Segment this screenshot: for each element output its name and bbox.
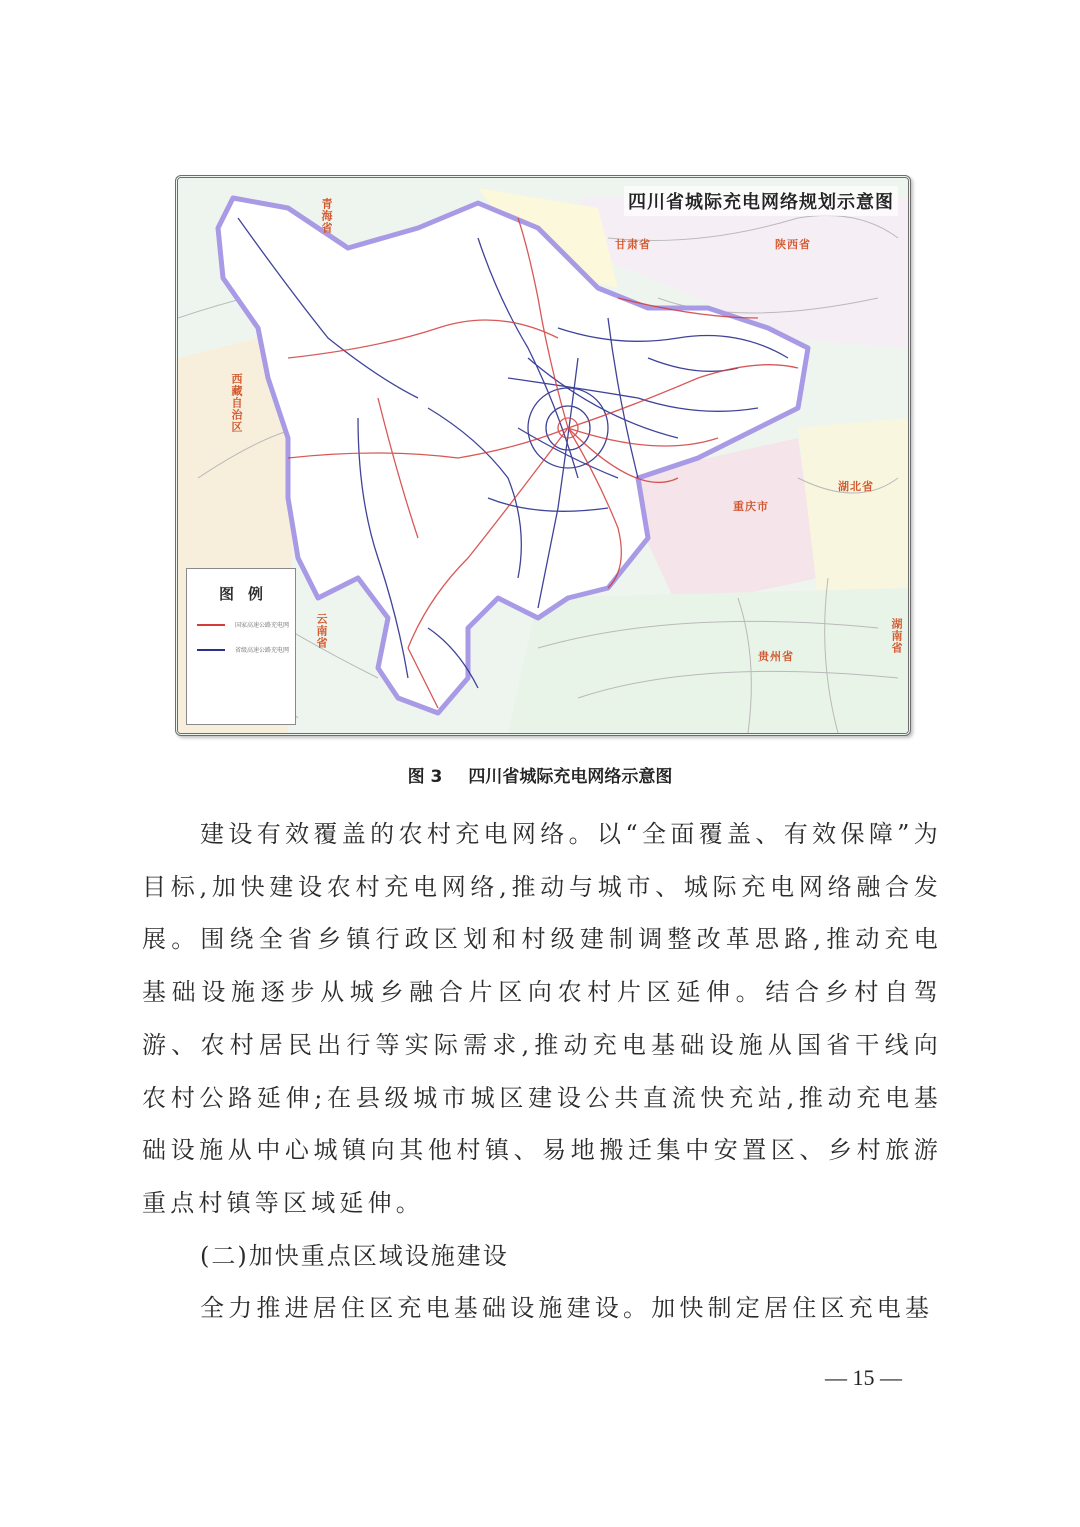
legend-label: 国家高速公路充电网 (235, 622, 290, 629)
legend-title: 图例 (218, 585, 277, 603)
body-text (142, 808, 942, 1335)
figure-number: 图 3 (407, 767, 443, 787)
legend-item-provincial (187, 645, 295, 654)
map-title: 四川省城际充电网络规划示意图 (624, 186, 898, 216)
sichuan-charging-network-map (175, 175, 911, 736)
region-label-hunan: 湖南省 (890, 618, 903, 654)
paragraph-rural-network: 建设有效覆盖的农村充电网络。以“全面覆盖、有效保障”为目标,加快建设农村充电网络,推动与城市、城际充电网络融合发展。围绕全省乡镇行政区划和村级建制调整改革思路,推动充电基础设施逐步从城乡融合片区向农村片区延伸。结合乡村自驾游、农村居民出行等实际需求,推动充电基础设施从国省干线向农村公路延伸;在县级城市城区建设公共直流快充站,推动充电基础设施从中心城镇向其他村镇、易地搬迁集中安置区、乡村旅游重点村镇等区域延伸。 (142, 820, 942, 1217)
region-label-gansu: 甘肃省 (615, 238, 651, 251)
section-heading: (二)加快重点区域设施建设 (200, 1241, 509, 1270)
red-line-icon (197, 624, 225, 626)
figure-title: 四川省城际充电网络示意图 (468, 767, 673, 787)
figure-caption (0, 762, 1080, 787)
legend-item-national (187, 620, 295, 629)
paragraph-residential: 全力推进居住区充电基础设施建设。加快制定居住区充电基 (200, 1294, 934, 1323)
legend-label: 省级高速公路充电网 (235, 647, 290, 654)
map-legend (186, 568, 296, 725)
region-label-chongqing: 重庆市 (733, 500, 769, 513)
region-label-shaanxi: 陕西省 (775, 238, 811, 251)
region-label-qinghai: 青海省 (320, 198, 333, 234)
blue-line-icon (197, 649, 225, 651)
page-number: — 15 — (825, 1365, 902, 1390)
region-label-hubei: 湖北省 (838, 480, 874, 493)
region-label-guizhou: 贵州省 (758, 650, 794, 663)
region-label-xizang: 西藏自治区 (230, 373, 243, 433)
region-label-yunnan: 云南省 (315, 613, 328, 649)
